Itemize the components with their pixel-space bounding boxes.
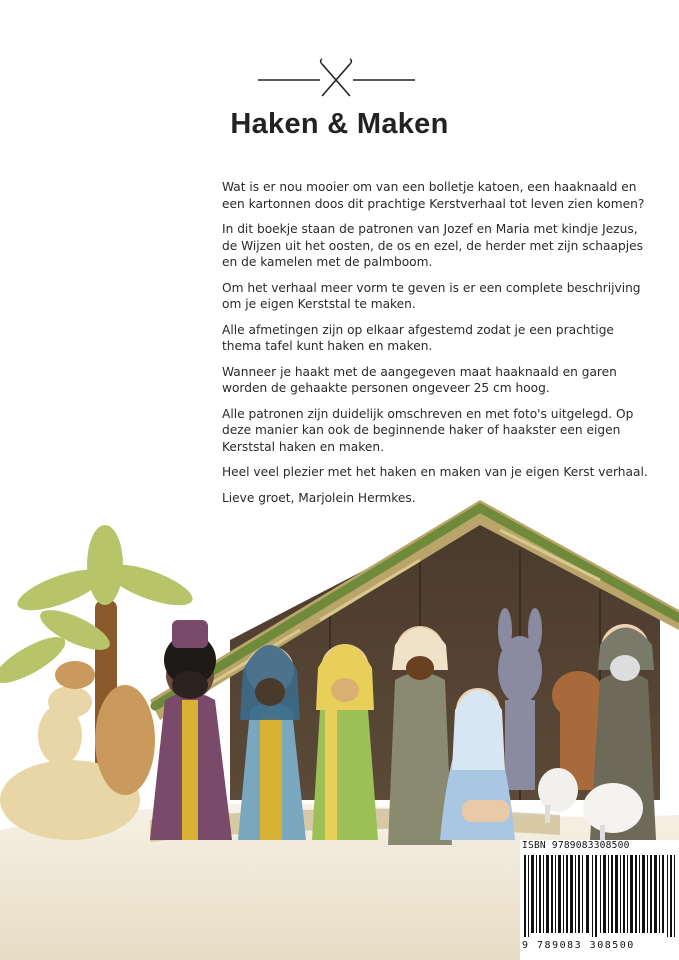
paragraph: Wat is er nou mooier om van een bolletje katoen, een haaknaald en een kartonnen doos dit prachtige Kerstverhaal tot leven zien komen? (222, 180, 645, 211)
barcode-digits: 9 789083 308500 (522, 940, 635, 951)
barcode-icon (522, 855, 679, 937)
paragraph: Alle patronen zijn duidelijk omschreven en met foto's uitgelegd. Op deze manier kan ook de beginnende haker of haakster een eigen Kerststal haken en maken. (222, 406, 634, 454)
paragraph: Wanneer je haakt met de aangegeven maat haaknaald en garen worden de gehaakte personen ongeveer 25 cm hoog. (222, 364, 617, 395)
book-description (222, 179, 652, 515)
paragraph: In dit boekje staan de patronen van Jozef en Maria met kindje Jezus, de Wijzen uit het oosten, de os en ezel, de herder met zijn schaapjes en de kamelen met de palmboom. (222, 222, 643, 269)
crossed-hooks-logo-icon (258, 58, 415, 102)
paragraph: Alle afmetingen zijn op elkaar afgestemd zodat je een prachtige thema tafel kunt haken en maken. (222, 322, 614, 353)
book-title: Haken & Maken (230, 108, 449, 140)
isbn-label: ISBN 9789083308500 (522, 840, 630, 851)
paragraph: Heel veel plezier met het haken en maken van je eigen Kerst verhaal. (222, 465, 648, 479)
paragraph: Om het verhaal meer vorm te geven is er een complete beschrijving om je eigen Kerststal te maken. (222, 280, 641, 311)
paragraph: Lieve groet, Marjolein Hermkes. (222, 490, 416, 505)
